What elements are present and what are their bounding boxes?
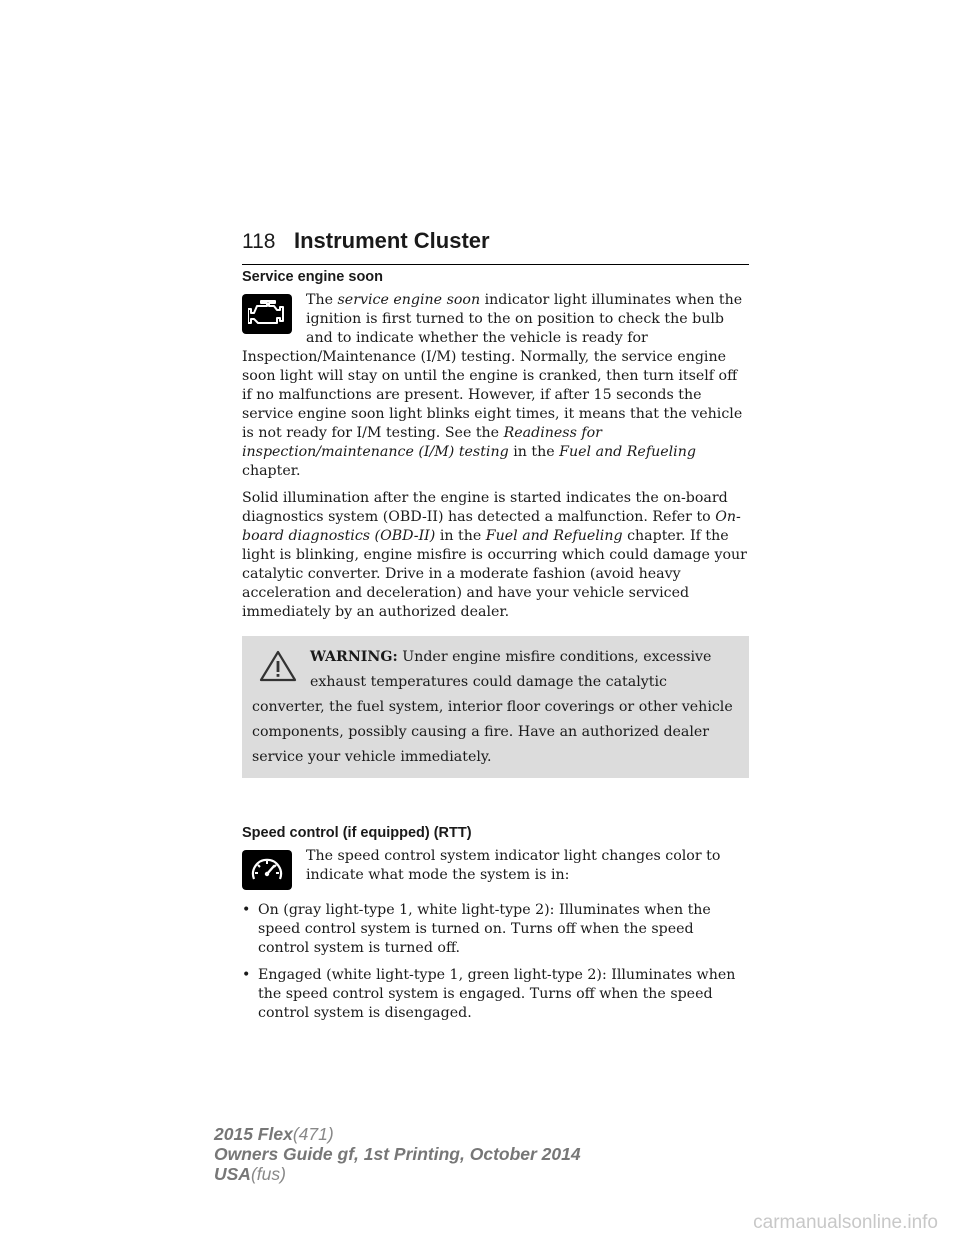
warning-text: Under engine misfire conditions, excessive exhaust temperatures could damage the catalytic converter, the fuel system, interior floor coverings or other vehicle components, possibly causing a fire. Have an authorized dealer service your vehicle immediately.	[252, 649, 733, 765]
page-number: 118	[242, 230, 276, 253]
warning-label: WARNING:	[310, 649, 398, 665]
watermark: carmanualsonline.info	[753, 1212, 938, 1233]
speed-control-list	[242, 901, 749, 1023]
chapter-title: Instrument Cluster	[294, 228, 490, 253]
check-engine-icon	[242, 294, 292, 334]
warning-triangle-icon	[258, 649, 298, 683]
section-title-service-engine: Service engine soon	[242, 269, 384, 285]
section-title-speed-control: Speed control (if equipped) (RTT)	[242, 825, 472, 841]
page-header	[242, 230, 749, 265]
service-engine-paragraph-2: Solid illumination after the engine is started indicates the on-board diagnostics system (OBD-II) has detected a malfunction. Refer to On-board diagnostics (OBD-II) in the Fuel and Refueling chapter. If the light is blinking, engine misfire is occurring which could damage your catalytic converter. Drive in a moderate fashion (avoid heavy acceleration and deceleration) and have your vehicle serviced immediately by an authorized dealer.	[242, 490, 747, 620]
speed-control-intro: The speed control system indicator light changes color to indicate what mode the system is in:	[306, 848, 721, 883]
list-item: • Engaged (white light-type 1, green light-type 2): Illuminates when the speed control system is engaged. Turns off when the speed control system is disengaged.	[242, 967, 736, 1021]
list-item: • On (gray light-type 1, white light-type 2): Illuminates when the speed control system is turned on. Turns off when the speed control system is turned off.	[242, 902, 711, 956]
page-footer: 2015 Flex(471) Owners Guide gf, 1st Printing, October 2014 USA(fus)	[214, 1124, 581, 1184]
service-engine-paragraph-1: The service engine soon indicator light illuminates when the ignition is first turned to the on position to check the bulb and to indicate whether the vehicle is ready for Inspection/Maintenance (I/M) testing. Normally, the service engine soon light will stay on until the engine is cranked, then turn itself off if no malfunctions are present. However, if after 15 seconds the service engine soon light blinks eight times, it means that the vehicle is not ready for I/M testing. See the Readiness for inspection/maintenance (I/M) testing in the Fuel and Refueling chapter.	[242, 292, 743, 479]
speedometer-icon	[242, 850, 292, 890]
page-content	[242, 268, 749, 1031]
warning-box	[242, 636, 749, 778]
